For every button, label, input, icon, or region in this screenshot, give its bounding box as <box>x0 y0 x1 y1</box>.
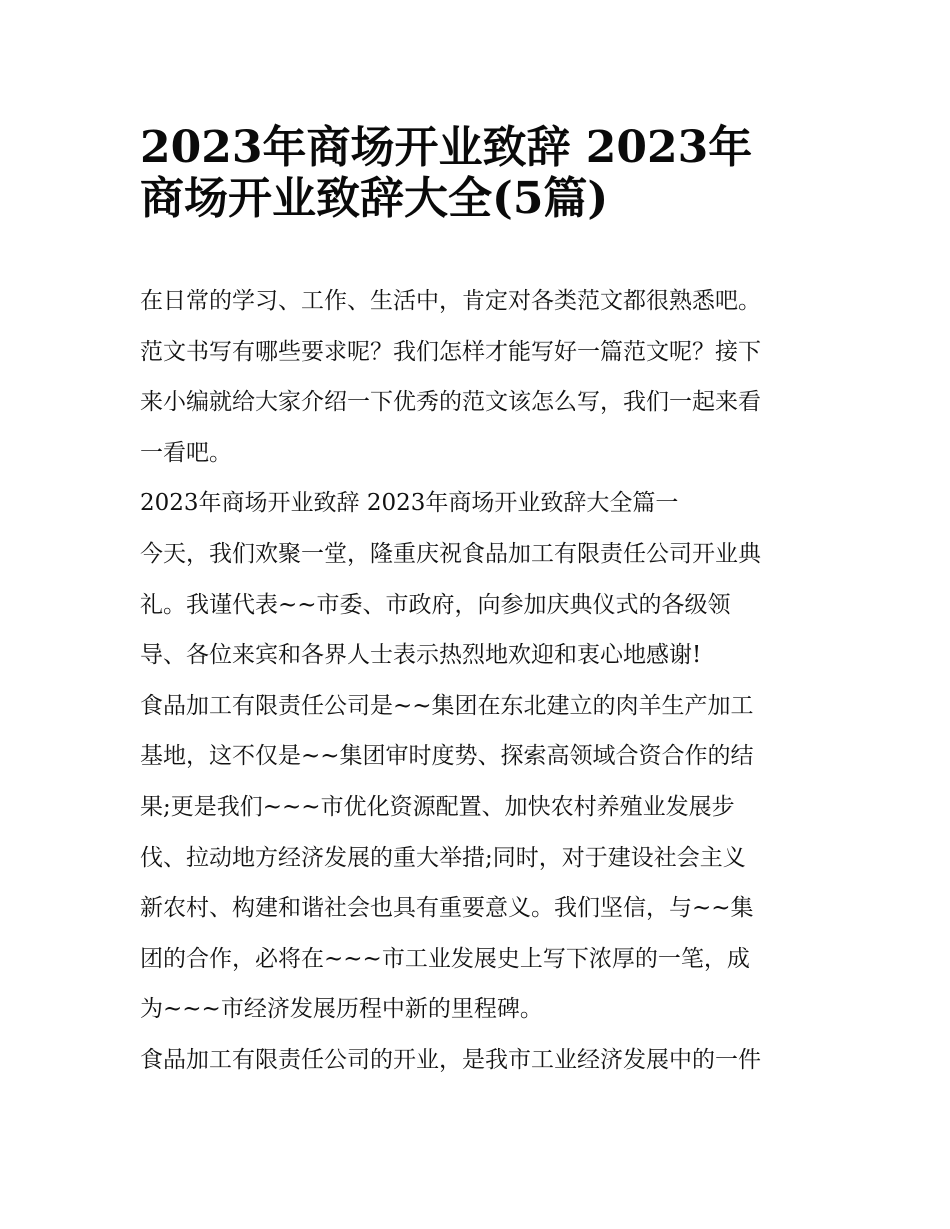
body-line: 团的合作，必将在~~~市工业发展史上写下浓厚的一笔，成 <box>140 945 750 972</box>
section-heading: 2023年商场开业致辞 2023年商场开业致辞大全篇一 <box>140 490 679 517</box>
body-line: 来小编就给大家介绍一下优秀的范文该怎么写，我们一起来看 <box>140 389 761 416</box>
body-line: 范文书写有哪些要求呢？我们怎样才能写好一篇范文呢？接下 <box>140 338 761 365</box>
title-line: 2023年商场开业致辞 2023年 <box>140 122 753 173</box>
body-line: 导、各位来宾和各界人士表示热烈地欢迎和衷心地感谢! <box>140 642 702 669</box>
body-line: 在日常的学习、工作、生活中，肯定对各类范文都很熟悉吧。 <box>140 288 761 314</box>
body-line: 食品加工有限责任公司的开业，是我市工业经济发展中的一件 <box>140 1046 761 1073</box>
body-line: 食品加工有限责任公司是~~集团在东北建立的肉羊生产加工 <box>140 692 754 719</box>
body-line: 果;更是我们~~~市优化资源配置、加快农村养殖业发展步 <box>140 793 735 820</box>
body-line: 今天，我们欢聚一堂，隆重庆祝食品加工有限责任公司开业典 <box>140 540 761 567</box>
title-line: 商场开业致辞大全(5篇) <box>140 172 609 224</box>
document-body <box>140 276 820 1086</box>
body-line: 为~~~市经济发展历程中新的里程碑。 <box>140 996 543 1023</box>
body-line: 礼。我谨代表~~市委、市政府，向参加庆典仪式的各级领 <box>140 591 731 618</box>
document-title <box>140 110 820 224</box>
body-line: 基地，这不仅是~~集团审时度势、探索高领域合资合作的结 <box>140 743 754 770</box>
body-line: 新农村、构建和谐社会也具有重要意义。我们坚信，与~~集 <box>140 895 754 922</box>
body-line: 一看吧。 <box>140 439 232 466</box>
body-line: 伐、拉动地方经济发展的重大举措;同时，对于建设社会主义 <box>140 844 746 871</box>
